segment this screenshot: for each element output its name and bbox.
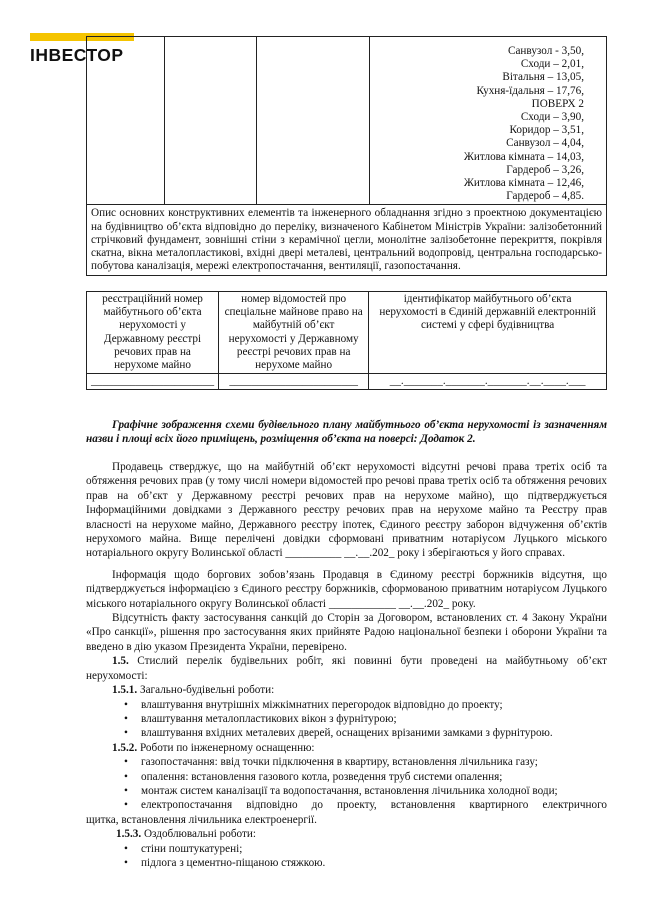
section-text: Роботи по інженерному оснащенню:: [137, 741, 315, 754]
list-item: • влаштування металопластикових вікон з фурнітурою;: [86, 712, 607, 726]
property-table: [86, 36, 607, 276]
identifier-header: ідентифікатор майбутнього об’єкта нерухомості в Єдиній державній електронній системі у сфері будівництва: [369, 292, 607, 374]
room-item: Вітальня – 13,05,: [502, 71, 584, 84]
section-number: 1.5.: [112, 655, 129, 668]
registry-number-header: реєстраційний номер майбутнього об’єкта нерухомості у Державному реєстрі речових прав на нерухоме майно: [87, 292, 219, 374]
list-item: • підлога з цементно-піщаною стяжкою.: [86, 856, 607, 870]
special-right-blank: _______________________: [219, 374, 369, 390]
room-item: Житлова кімната – 12,46,: [463, 177, 584, 190]
section-text: Стислий перелік будівельних робіт, які повинні бути проведені на майбутньому об’єкт нерухомості:: [86, 655, 607, 682]
section-text: Оздоблювальні роботи:: [141, 828, 256, 841]
list-item: • стіни поштукатурені;: [86, 842, 607, 856]
section-1-5-2: [86, 741, 607, 755]
empty-cell: [87, 37, 165, 205]
registry-number-blank: ______________________: [87, 374, 219, 390]
room-item: Гардероб – 3,26,: [506, 163, 584, 176]
room-item: Сходи – 2,01,: [520, 58, 584, 71]
empty-cell: [164, 37, 256, 205]
registry-table: [86, 291, 607, 390]
room-item: Сходи – 3,90,: [520, 111, 584, 124]
room-item: Санвузол - 3,50,: [508, 45, 584, 57]
special-right-header: номер відомостей про спеціальне майнове право на майбутній об’єкт нерухомості у Державному реєстрі речових прав на нерухоме майно: [219, 292, 369, 374]
list-item: • монтаж систем каналізації та водопостачання, встановлення лічильника холодної води;: [86, 784, 607, 798]
floor-label: ПОВЕРХ 2: [531, 97, 584, 110]
body-text: [86, 460, 607, 870]
empty-cell: [256, 37, 370, 205]
section-number: 1.5.1.: [112, 684, 138, 697]
construction-description: Опис основних конструктивних елементів та інженерного обладнання згідно з проектною документацією на будівництво об’єкта відповідно до переліку, визначеного Кабінетом Міністрів України: залізобетонний стрічковий фундамент, зовнішні стіни з керамічної цегли, монолітне залізобетонне перекриття, покрівля скатна, вікна металопластикові, вхідні двері металеві, центральний водопровід, центральна господарсько-побутова каналізація, мережі електропостачання, вентиляції, газопостачання.: [87, 205, 607, 276]
list-item: • влаштування вхідних металевих дверей, оснащених врізаними замками з фурнітурою.: [86, 726, 607, 740]
room-item: Гардероб – 4,85.: [506, 190, 584, 203]
list-item: • газопостачання: ввід точки підключення в квартиру, встановлення лічильника газу;: [86, 755, 607, 769]
list-item: • електропостачання відповідно до проекту, встановлення квартирного електричного: [86, 798, 607, 812]
registry-value-row: [87, 374, 607, 390]
logo-text: ІНВЕСТОР: [30, 45, 124, 65]
room-item: Коридор – 3,51,: [509, 124, 584, 137]
identifier-blank: __._______._______._______.__.____.___: [369, 374, 607, 390]
room-item: Кухня-їдальня – 17,76,: [476, 84, 584, 97]
section-number: 1.5.2.: [112, 741, 138, 754]
rooms-list: [370, 37, 607, 205]
section-text: Загально-будівельні роботи:: [137, 684, 275, 697]
list-item-continuation: щитка, встановлення лічильника електроенергії.: [86, 813, 317, 826]
list-item: • опалення: встановлення газового котла, розведення труб системи опалення;: [86, 770, 607, 784]
paragraph-sanctions: Відсутність факту застосування санкцій до Сторін за Договором, встановлених ст. 4 Закону України «Про санкції», рішення про застосування яких прийняте Радою національної безпеки і оборони України та введено в дію указом Президента України, перевірено.: [86, 612, 607, 653]
room-item: Житлова кімната – 14,03,: [463, 150, 584, 163]
list-item: • влаштування внутрішніх міжкімнатних перегородок відповідно до проекту;: [86, 698, 607, 712]
description-row: [87, 205, 607, 276]
plan-heading: Графічне зображення схеми будівельного плану майбутнього об’єкта нерухомості із зазначенням назви і площі всіх його приміщень, розміщення об’єкта на поверсі: Додаток 2.: [86, 419, 607, 446]
registry-header-row: [87, 292, 607, 374]
heading-block: [86, 418, 607, 447]
section-number: 1.5.3.: [116, 828, 142, 841]
section-1-5-1: [86, 683, 607, 697]
room-item: Санвузол – 4,04,: [506, 137, 584, 150]
section-1-5: [86, 654, 607, 683]
section-1-5-3: [86, 827, 607, 841]
paragraph-debts: Інформація щодо боргових зобов’язань Продавця в Єдиному реєстрі боржників відсутня, що підтверджується інформацією з Єдиного реєстру боржників, сформованою приватним нотаріусом Луцького міського нотаріального округу Волинської області ____________ __.__.202_ року.: [86, 568, 607, 610]
rooms-row: [87, 37, 607, 205]
paragraph-encumbrances: Продавець стверджує, що на майбутній об’єкт нерухомості відсутні речові права третіх осіб та обтяження речових прав (у тому числі номери відомостей про речові права третіх осіб та обтяження речових прав на об’єкт у Державному реєстрі речових прав на нерухоме майно), що підтверджується Інформаційними довідками з Державного реєстру речових прав на нерухоме майно та Реєстру прав власності на нерухоме майно, Державного реєстру іпотек, Єдиного реєстру заборон відчуження об’єктів нерухомого майна. Вище перелічені довідки сформовані приватним нотаріусом Луцького міського нотаріального округу Волинської області __________ __.__.202_ року і зберігаються у його справах.: [86, 461, 607, 560]
